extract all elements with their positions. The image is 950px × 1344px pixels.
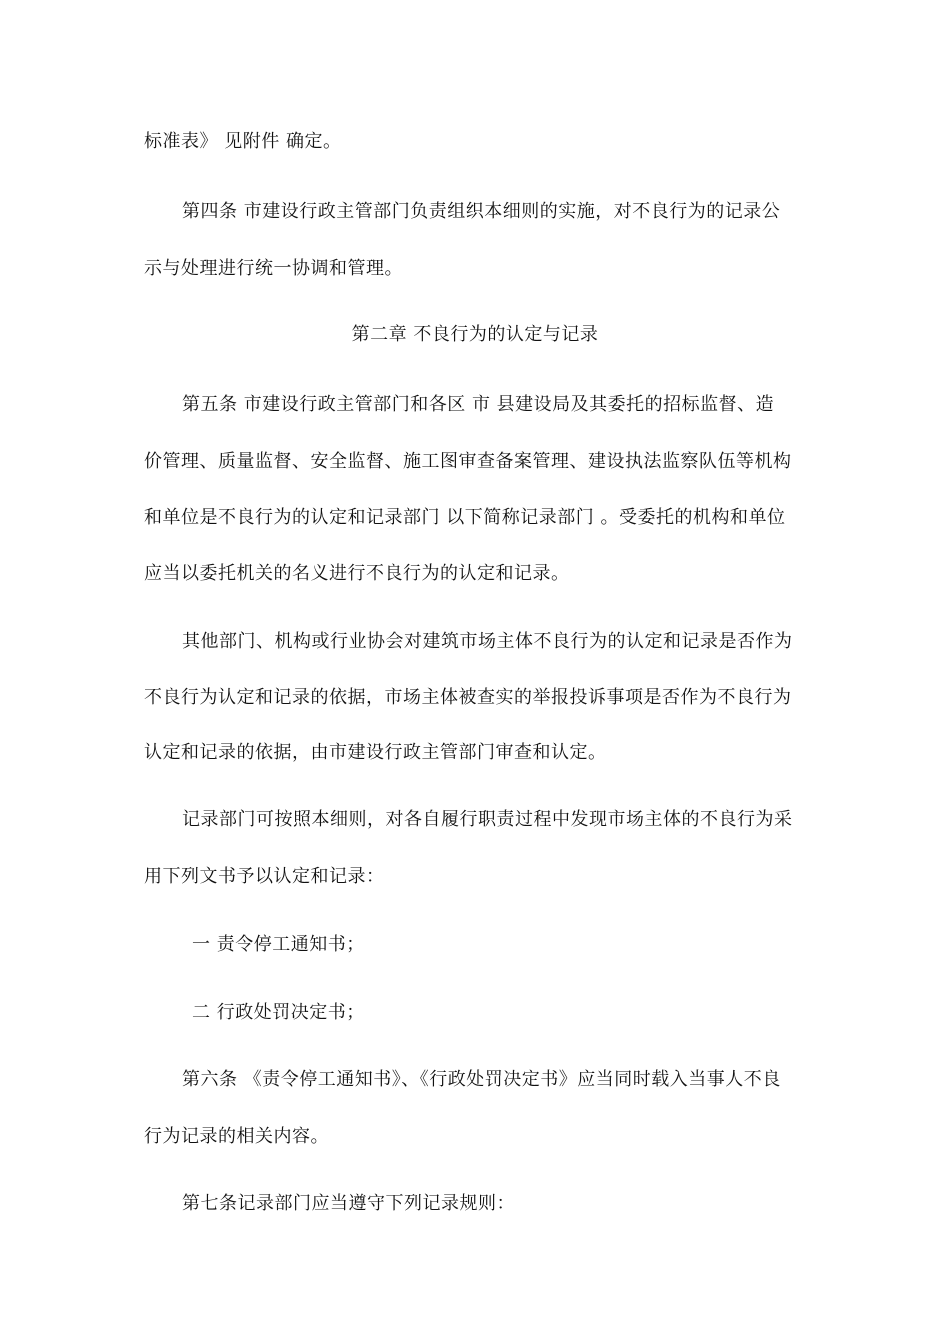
article-4-line-1: 第四条 市建设行政主管部门负责组织本细则的实施，对不良行为的记录公 [182,201,781,222]
text-line: 标准表》 见附件 确定。 [144,131,342,152]
paragraph-line: 不良行为认定和记录的依据，市场主体被查实的举报投诉事项是否作为不良行为 [144,687,792,708]
article-6-line-1: 第六条 《责令停工通知书》、《行政处罚决定书》应当同时载入当事人不良 [182,1069,781,1090]
article-5-line-2: 价管理、质量监督、安全监督、施工图审查备案管理、建设执法监察队伍等机构 [144,451,792,472]
paragraph-line: 记录部门可按照本细则，对各自履行职责过程中发现市场主体的不良行为采 [182,809,793,830]
chapter-heading: 第二章 不良行为的认定与记录 [351,324,599,345]
article-5-line-1: 第五条 市建设行政主管部门和各区 市 县建设局及其委托的招标监督、造 [182,394,775,415]
article-5-line-4: 应当以委托机关的名义进行不良行为的认定和记录。 [144,563,570,584]
article-5-line-3: 和单位是不良行为的认定和记录部门 以下简称记录部门 。受委托的机构和单位 [144,507,786,528]
paragraph-line: 认定和记录的依据，由市建设行政主管部门审查和认定。 [144,742,607,763]
article-7-line: 第七条记录部门应当遵守下列记录规则： [182,1193,515,1214]
article-4-line-2: 示与处理进行统一协调和管理。 [144,258,403,279]
list-item: 二 行政处罚决定书； [192,1002,365,1023]
paragraph-line: 其他部门、机构或行业协会对建筑市场主体不良行为的认定和记录是否作为 [182,631,793,652]
article-6-line-2: 行为记录的相关内容。 [144,1126,329,1147]
paragraph-line: 用下列文书予以认定和记录： [144,866,385,887]
list-item: 一 责令停工通知书； [192,934,365,955]
